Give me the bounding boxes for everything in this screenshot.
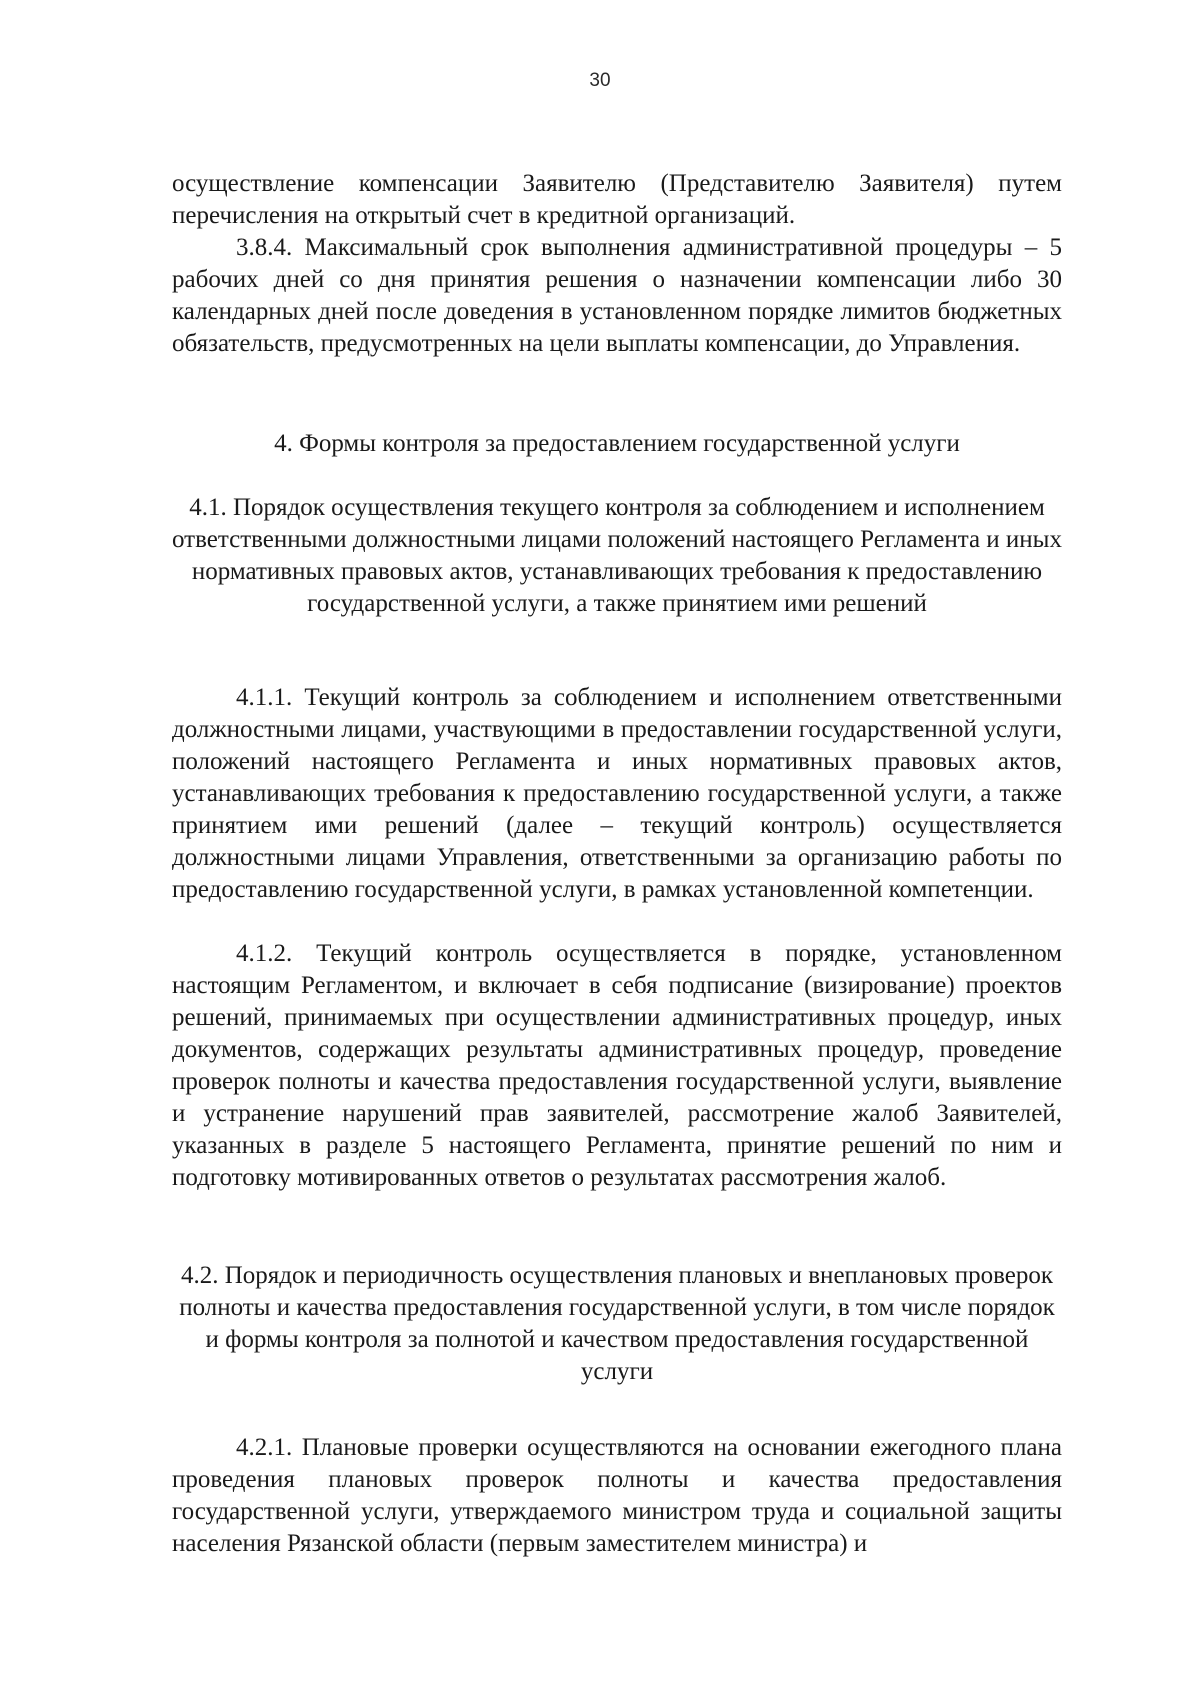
paragraph-3-8-4: 3.8.4. Максимальный срок выполнения административной процедуры – 5 рабочих дней со дня принятия решения о назначении компенсации либо 30 календарных дней после доведения в установленном порядке лимитов бюджетных обязательств, предусмотренных на цели выплаты компенсации, до Управления. <box>172 234 1062 357</box>
subsection-4-2-heading: 4.2. Порядок и периодичность осуществления плановых и внеплановых проверок полноты и качества предоставления государственной услуги, в том числе порядок и формы контроля за полнотой и качеством предоставления государственной услуги <box>179 1262 1055 1385</box>
paragraph-4-2-1: 4.2.1. Плановые проверки осуществляются на основании ежегодного плана проведения плановых проверок полноты и качества предоставления государственной услуги, утверждаемого министром труда и социальной защиты населения Рязанской области (первым заместителем министра) и <box>172 1434 1062 1557</box>
paragraph-4-1-1: 4.1.1. Текущий контроль за соблюдением и исполнением ответственными должностными лицами, участвующими в предоставлении государственной услуги, положений настоящего Регламента и иных нормативных правовых актов, устанавливающих требования к предоставлению государственной услуги, а также принятием ими решений (далее – текущий контроль) осуществляется должностными лицами Управления, ответственными за организацию работы по предоставлению государственной услуги, в рамках установленной компетенции. <box>172 684 1062 903</box>
page-number: 30 <box>589 70 611 91</box>
paragraph-4-1-2: 4.1.2. Текущий контроль осуществляется в порядке, установленном настоящим Регламентом, и включает в себя подписание (визирование) проектов решений, принимаемых при осуществлении административных процедур, иных документов, содержащих результаты административных процедур, проведение проверок полноты и качества предоставления государственной услуги, выявление и устранение нарушений прав заявителей, рассмотрение жалоб Заявителей, указанных в разделе 5 настоящего Регламента, принятие решений по ним и подготовку мотивированных ответов о результатах рассмотрения жалоб. <box>172 940 1062 1191</box>
section-4-heading: 4. Формы контроля за предоставлением государственной услуги <box>274 430 960 457</box>
subsection-4-1-heading: 4.1. Порядок осуществления текущего контроля за соблюдением и исполнением ответственными должностными лицами положений настоящего Регламента и иных нормативных правовых актов, устанавливающих требования к предоставлению государственной услуги, а также принятием ими решений <box>172 494 1062 617</box>
paragraph-continuation: осуществление компенсации Заявителю (Представителю Заявителя) путем перечисления на открытый счет в кредитной организаций. <box>172 170 1062 229</box>
